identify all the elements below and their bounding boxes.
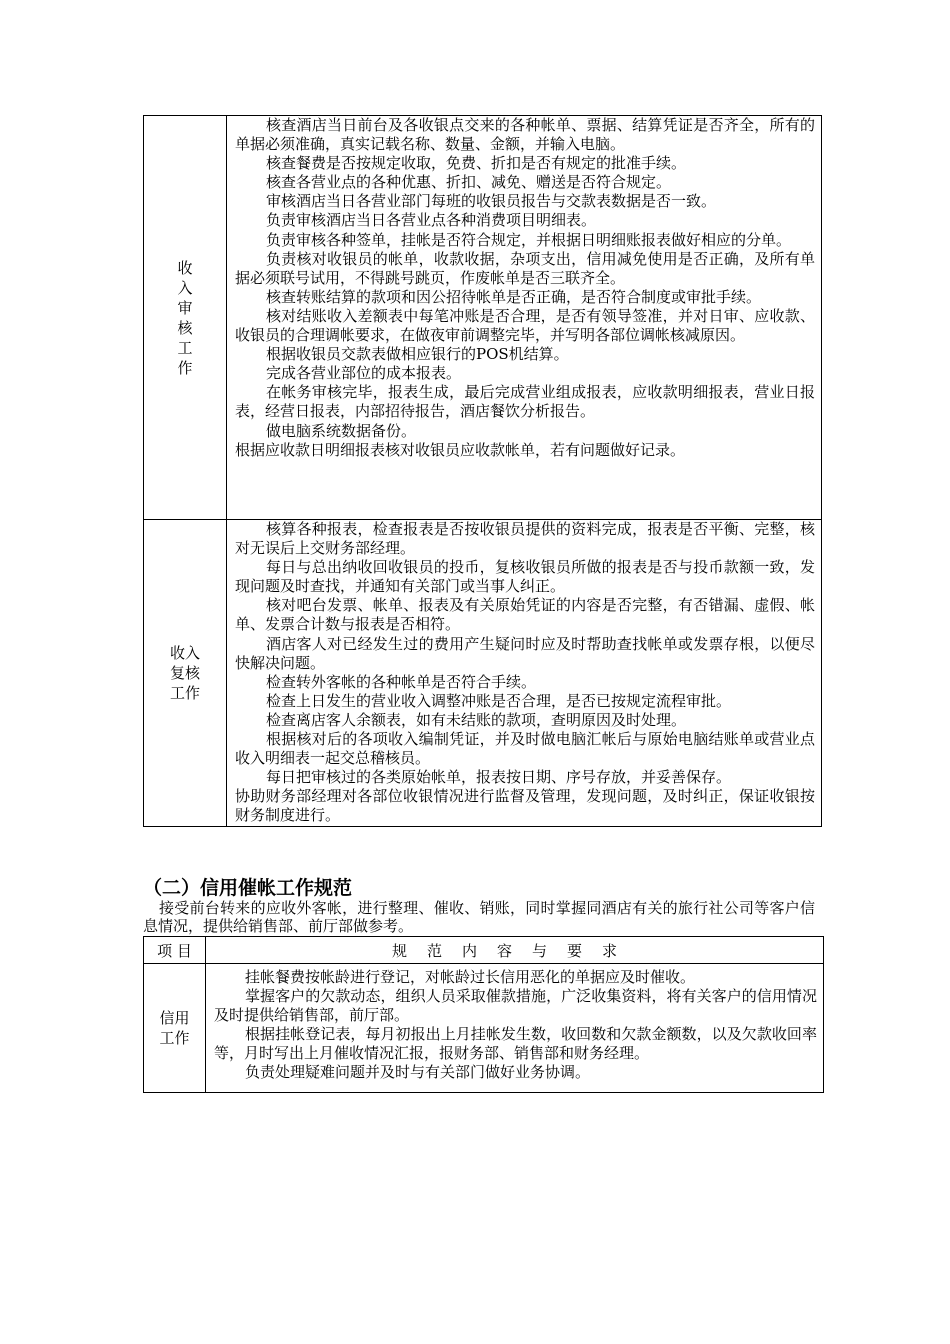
paragraph: 每日与总出纳收回收银员的投币，复核收银员所做的报表是否与投币款额一致，发现问题及时查找，并通知有关部门或当事人纠正。 [235, 558, 815, 596]
paragraph: 挂帐餐费按帐龄进行登记，对帐龄过长信用恶化的单据应及时催收。 [245, 968, 696, 986]
paragraph: 酒店客人对已经发生过的费用产生疑问时应及时帮助查找帐单或发票存根，以便尽快解决问题。 [235, 634, 815, 672]
row-label-char: 审 [177, 298, 193, 317]
paragraph: 根据核对后的各项收入编制凭证，并及时做电脑汇帐后与原始电脑结账单或营业点收入明细表一起交总稽核员。 [235, 730, 815, 768]
row-content-revenue-review [227, 520, 822, 827]
paragraph: 核查酒店当日前台及各收银点交来的各种帐单、票据、结算凭证是否齐全，所有的单据必须准确，真实记载名称、数量、金额，并输入电脑。 [235, 116, 815, 154]
header-item: 项 目 [144, 937, 206, 964]
row-label-revenue-audit [144, 116, 227, 520]
row-label-line: 工作 [159, 1029, 190, 1047]
paragraph: 协助财务部经理对各部位收银情况进行监督及管理，发现问题，及时纠正，保证收银按财务制度进行。 [235, 787, 815, 825]
row-label-char: 收 [177, 258, 193, 277]
paragraph: 负责审核各种签单，挂帐是否符合规定，并根据日明细账报表做好相应的分单。 [266, 230, 792, 249]
paragraph: 根据应收款日明细报表核对收银员应收款帐单，若有问题做好记录。 [235, 440, 686, 459]
section-title: （二）信用催帐工作规范 [143, 877, 353, 899]
paragraph: 核算各种报表，检查报表是否按收银员提供的资料完成，报表是否平衡、完整，核对无误后上交财务部经理。 [235, 520, 815, 558]
paragraph: 核查各营业点的各种优惠、折扣、减免、赠送是否符合规定。 [266, 173, 672, 192]
paragraph: 检查上日发生的营业收入调整冲账是否合理，是否已按规定流程审批。 [266, 691, 732, 710]
row-label-line: 工作 [169, 683, 200, 702]
table-row [144, 520, 822, 827]
row-label-char: 核 [177, 318, 193, 337]
paragraph: 完成各营业部位的成本报表。 [266, 364, 462, 383]
paragraph: 核查转账结算的款项和因公招待帐单是否正确，是否符合制度或审批手续。 [266, 287, 762, 306]
paragraph: 根据收银员交款表做相应银行的POS机结算。 [266, 345, 569, 364]
table-header-row [144, 937, 824, 964]
row-label-char: 入 [177, 278, 193, 297]
audit-table [143, 115, 822, 827]
section-intro: 接受前台转来的应收外客帐，进行整理、催收、销账，同时掌握同酒店有关的旅行社公司等客户信息情况，提供给销售部、前厅部做参考。 [143, 899, 815, 935]
table-row [144, 116, 822, 520]
paragraph: 每日把审核过的各类原始帐单，报表按日期、序号存放，并妥善保存。 [266, 768, 732, 787]
paragraph: 掌握客户的欠款动态，组织人员采取催款措施，广泛收集资料，将有关客户的信用情况及时提供给销售部，前厅部。 [214, 987, 817, 1025]
row-label-char: 作 [177, 358, 193, 377]
paragraph: 核对结账收入差额表中每笔冲账是否合理，是否有领导签准，并对日审、应收款、收银员的合理调帐要求，在做夜审前调整完毕，并写明各部位调帐核减原因。 [235, 306, 815, 345]
row-content-revenue-audit [227, 116, 822, 520]
row-label-char: 工 [177, 338, 193, 357]
paragraph: 在帐务审核完毕，报表生成，最后完成营业组成报表，应收款明细报表，营业日报表，经营日报表，内部招待报告，酒店餐饮分析报告。 [235, 383, 815, 421]
paragraph: 审核酒店当日各营业部门每班的收银员报告与交款表数据是否一致。 [266, 192, 717, 211]
table-row [144, 964, 824, 1093]
paragraph: 负责核对收银员的帐单，收款收据，杂项支出，信用减免使用是否正确，及所有单据必须联号试用，不得跳号跳页，作废帐单是否三联齐全。 [235, 249, 815, 287]
paragraph: 核对吧台发票、帐单、报表及有关原始凭证的内容是否完整，有否错漏、虚假、帐单、发票合计数与报表是否相符。 [235, 596, 815, 634]
row-label-line: 复核 [169, 663, 200, 682]
paragraph: 检查转外客帐的各种帐单是否符合手续。 [266, 672, 537, 691]
row-label-credit-work [144, 964, 206, 1093]
paragraph: 检查离店客人余额表，如有未结账的款项，查明原因及时处理。 [266, 710, 687, 729]
paragraph: 负责审核酒店当日各营业点各种消费项目明细表。 [266, 211, 597, 230]
row-label-revenue-review [144, 520, 227, 827]
row-content-credit-work [206, 964, 824, 1093]
row-label-line: 收入 [169, 643, 200, 662]
header-content: 规范内容与要求 [206, 937, 824, 964]
paragraph: 根据挂帐登记表，每月初报出上月挂帐发生数，收回数和欠款金额数，以及欠款收回率等，月时写出上月催收情况汇报，报财务部、销售部和财务经理。 [214, 1025, 817, 1063]
row-label-line: 信用 [159, 1009, 190, 1027]
paragraph: 核查餐费是否按规定收取，免费、折扣是否有规定的批准手续。 [266, 154, 687, 173]
paragraph: 负责处理疑难问题并及时与有关部门做好业务协调。 [245, 1063, 591, 1082]
credit-table [143, 936, 824, 1093]
paragraph: 做电脑系统数据备份。 [266, 421, 417, 440]
